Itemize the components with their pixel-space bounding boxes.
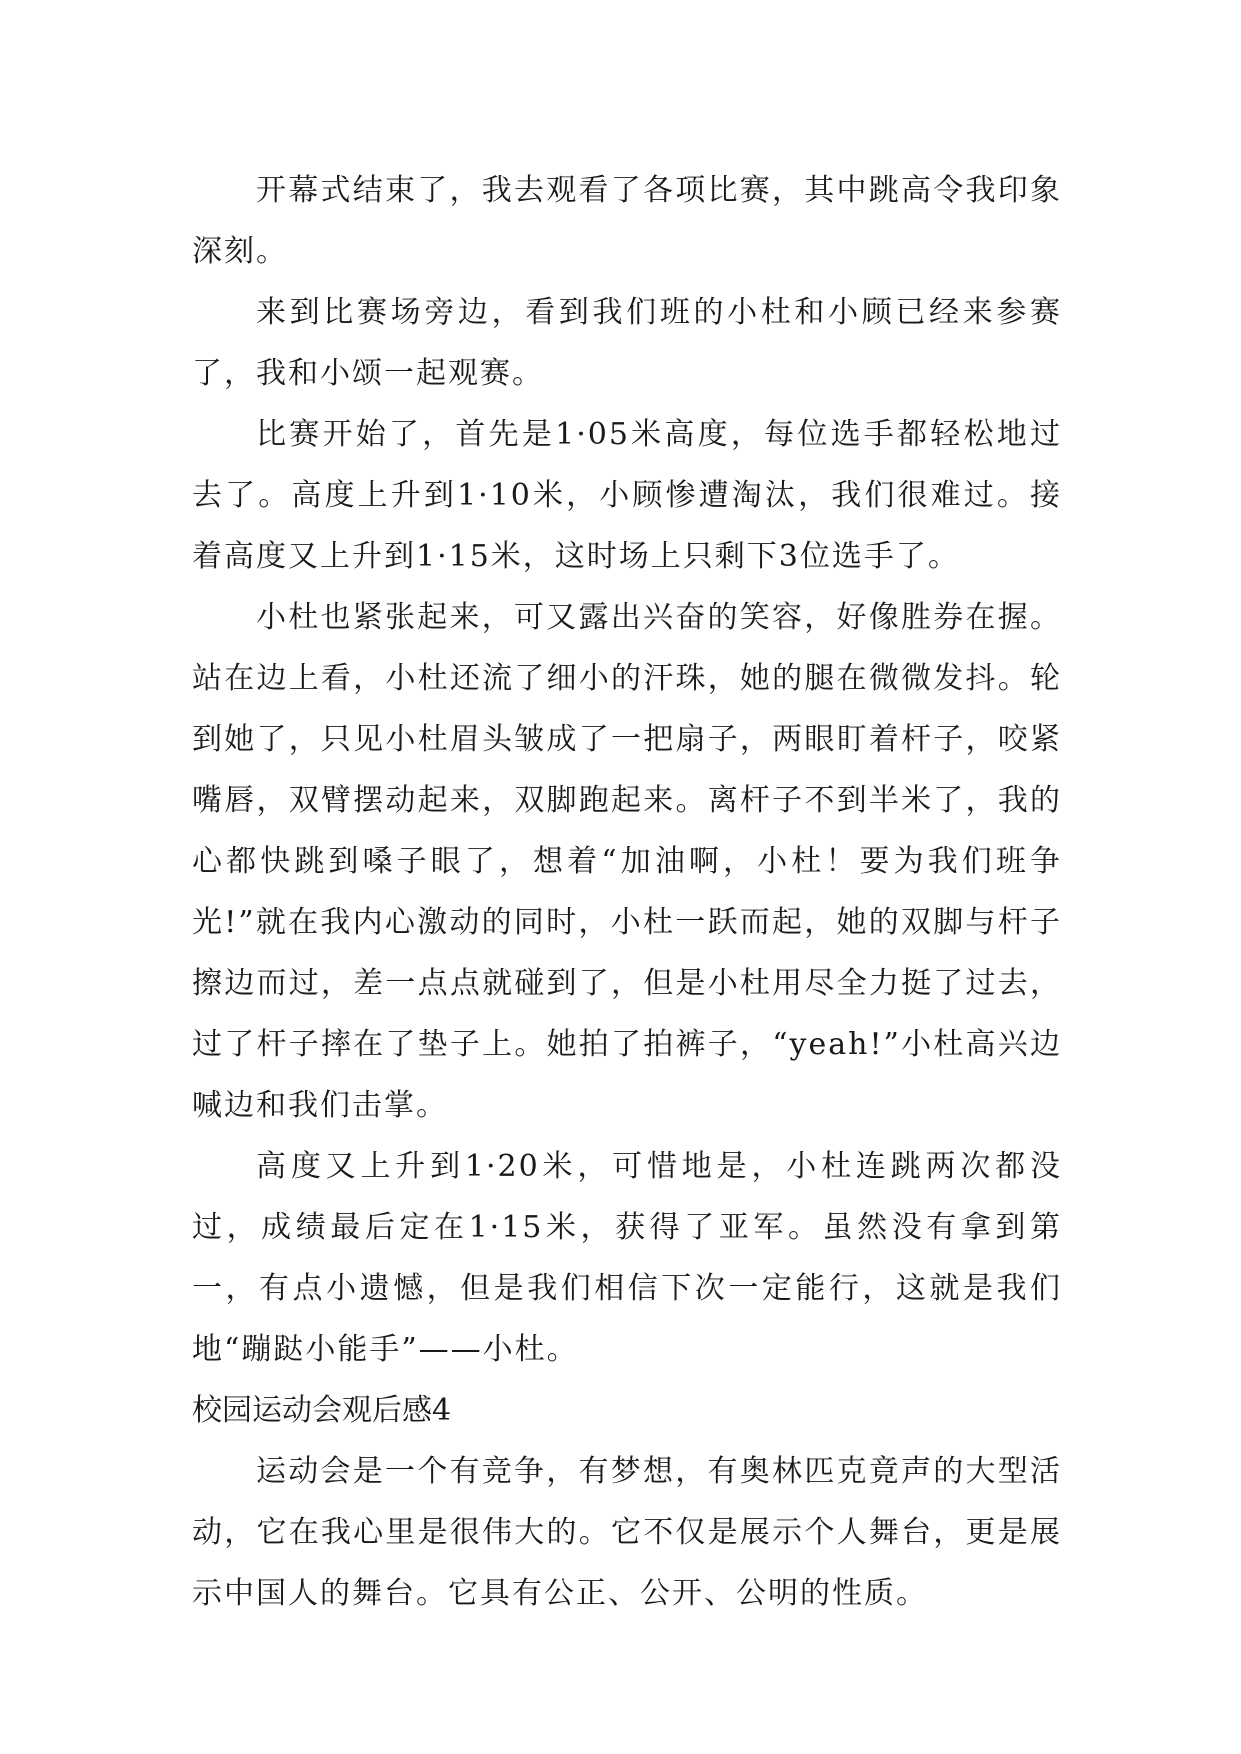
paragraph-arrive-venue: 来到比赛场旁边，看到我们班的小杜和小顾已经来参赛了，我和小颂一起观赛。 (192, 295, 1062, 391)
paragraph-opening-ceremony: 开幕式结束了，我去观看了各项比赛，其中跳高令我印象深刻。 (192, 173, 1062, 269)
document-body (192, 160, 1062, 1624)
section-title: 校园运动会观后感4 (192, 1393, 452, 1428)
paragraph-competition-start: 比赛开始了，首先是1·05米高度，每位选手都轻松地过去了。高度上升到1·10米，小顾惨遭淘汰，我们很难过。接着高度又上升到1·15米，这时场上只剩下3位选手了。 (192, 417, 1062, 574)
paragraph-result: 高度又上升到1·20米，可惜地是，小杜连跳两次都没过，成绩最后定在1·15米，获得了亚军。虽然没有拿到第一，有点小遗憾，但是我们相信下次一定能行，这就是我们地“蹦跶小能手”——小杜。 (192, 1149, 1062, 1367)
paragraph-sports-meet: 运动会是一个有竞争，有梦想，有奥林匹克竟声的大型活动，它在我心里是很伟大的。它不仅是展示个人舞台，更是展示中国人的舞台。它具有公正、公开、公明的性质。 (192, 1454, 1062, 1611)
paragraph-xiaodu-jump: 小杜也紧张起来，可又露出兴奋的笑容，好像胜券在握。站在边上看，小杜还流了细小的汗珠，她的腿在微微发抖。轮到她了，只见小杜眉头皱成了一把扇子，两眼盯着杆子，咬紧嘴唇，双臂摆动起来，双脚跑起来。离杆子不到半米了，我的心都快跳到嗓子眼了，想着“加油啊，小杜！要为我们班争光!”就在我内心激动的同时，小杜一跃而起，她的双脚与杆子擦边而过，差一点点就碰到了，但是小杜用尽全力挺了过去，过了杆子摔在了垫子上。她拍了拍裤子，“yeah!”小杜高兴边喊边和我们击掌。 (192, 600, 1062, 1123)
